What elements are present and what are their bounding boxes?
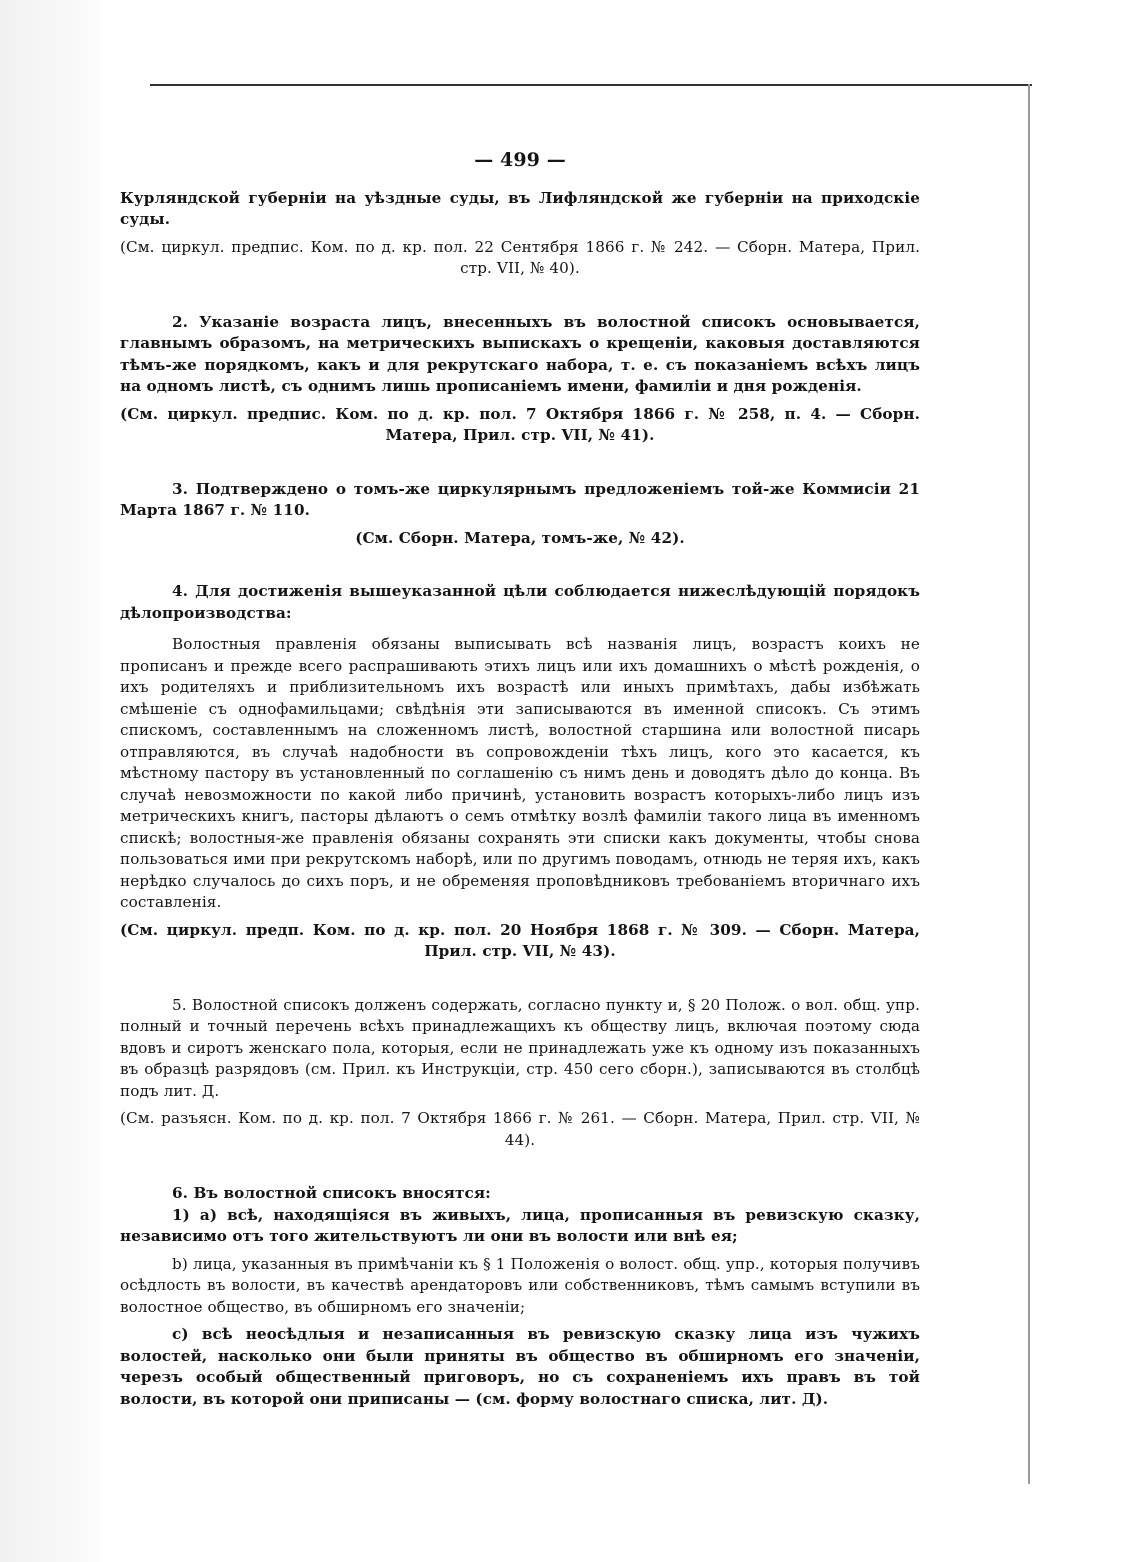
top-rule xyxy=(150,84,1032,86)
document-page xyxy=(120,150,920,1410)
paragraph-6-c: с) всѣ неосѣдлыя и незаписанныя въ ревизскую сказку лица изъ чужихъ волостей, насколько они были приняты въ общество въ обширномъ его значеніи, черезъ особый общественный приговоръ, но съ сохраненіемъ ихъ правъ въ той волости, въ которой они приписаны — (см. форму волостнаго списка, лит. Д). xyxy=(120,1325,920,1408)
right-edge-rule xyxy=(1028,84,1030,1484)
reference-1: (См. циркул. предпис. Ком. по д. кр. пол. 22 Сентября 1866 г. № 242. — Сборн. Матера, Прил. стр. VII, № 40). xyxy=(120,237,920,277)
paragraph-6-b: b) лица, указанныя въ примѣчаніи къ § 1 Положенія о волост. общ. упр., которыя получивъ осѣдлость въ волости, въ качествѣ арендаторовъ или собственниковъ, тѣмъ самымъ вступили въ волостное общество, въ обширномъ его значеніи; xyxy=(120,1254,920,1316)
paragraph-3: 3. Подтверждено о томъ-же циркулярнымъ предложеніемъ той-же Коммисіи 21 Марта 1867 г. № 110. xyxy=(120,479,920,519)
page-number: — 499 — xyxy=(474,149,566,171)
paragraph-6-a: 1) а) всѣ, находящіяся въ живыхъ, лица, прописанныя въ ревизскую сказку, независимо отъ того жительствуютъ ли они въ волости или внѣ ея; xyxy=(120,1205,920,1245)
reference-2: (См. циркул. предпис. Ком. по д. кр. пол. 7 Октября 1866 г. № 258, п. 4. — Сборн. Матера, Прил. стр. VII, № 41). xyxy=(120,404,920,444)
paragraph-2: 2. Указаніе возраста лицъ, внесенныхъ въ волостной списокъ основывается, главнымъ образомъ, на метрическихъ выпискахъ о крещеніи, каковыя доставляются тѣмъ-же порядкомъ, какъ и для рекрутскаго набора, т. е. съ показаніемъ всѣхъ лицъ на одномъ листѣ, съ однимъ лишь прописаніемъ имени, фамиліи и дня рожденія. xyxy=(120,312,920,395)
paragraph-4: 4. Для достиженія вышеуказанной цѣли соблюдается нижеслѣдующій порядокъ дѣлопроизводства: xyxy=(120,582,920,622)
scan-margin-shadow xyxy=(0,0,112,1562)
paragraph-4-body: Волостныя правленія обязаны выписывать всѣ названія лицъ, возрастъ коихъ не прописанъ и прежде всего распрашивають этихъ лицъ или ихъ домашнихъ о мѣстѣ рожденія, о ихъ родителяхъ и приблизительномъ ихъ возрастѣ или иныхъ примѣтахъ, дабы избѣжать смѣшеніе съ однофамильцами; свѣдѣнія эти записываются въ именной списокъ. Съ этимъ спискомъ, составленнымъ на сложенномъ листѣ, волостной старшина или волостной писарь отправляются, въ случаѣ надобности въ сопровожденіи тѣхъ лицъ, кого это касается, къ мѣстному пастору въ установленный по соглашенію съ нимъ день и доводятъ дѣло до конца. Въ случаѣ невозможности по какой либо причинѣ, установить возрастъ которыхъ-либо лицъ изъ метрическихъ книгъ, пасторы дѣлаютъ о семъ отмѣтку возлѣ фамиліи такого лица въ именномъ спискѣ; волостныя-же правленія обязаны сохранять эти списки какъ документы, чтобы снова пользоваться ими при рекрутскомъ наборѣ, или по другимъ поводамъ, отнюдь не теряя ихъ, какъ нерѣдко случалось до сихъ поръ, и не обременяя проповѣдниковъ требованіемъ вторичнаго ихъ составленія. xyxy=(120,635,920,911)
reference-4: (См. циркул. предп. Ком. по д. кр. пол. 20 Ноября 1868 г. № 309. — Сборн. Матера, Прил. стр. VII, № 43). xyxy=(120,920,920,960)
intro-paragraph: Курляндской губерніи на уѣздные суды, въ Лифляндской же губерніи на приходскіе суды. xyxy=(120,188,920,228)
reference-5: (См. разъясн. Ком. по д. кр. пол. 7 Октября 1866 г. № 261. — Сборн. Матера, Прил. стр. VII, № 44). xyxy=(120,1109,920,1149)
paragraph-6: 6. Въ волостной списокъ вносятся: xyxy=(172,1184,491,1202)
paragraph-5: 5. Волостной списокъ долженъ содержать, согласно пункту и, § 20 Полож. о вол. общ. упр. полный и точный перечень всѣхъ принадлежащихъ къ обществу лицъ, включая поэтому сюда вдовъ и сиротъ женскаго пола, которыя, если не принадлежать уже къ одному изъ показанныхъ въ образцѣ разрядовъ (см. Прил. къ Инструкціи, стр. 450 сего сборн.), записываются въ столбцѣ подъ лит. Д. xyxy=(120,995,920,1100)
reference-3: (См. Сборн. Матера, томъ-же, № 42). xyxy=(355,528,685,547)
